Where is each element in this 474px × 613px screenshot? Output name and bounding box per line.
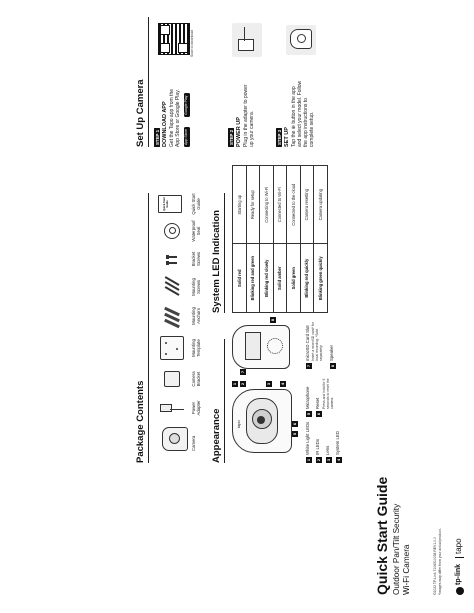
callout-7: 7: [240, 370, 245, 374]
google-play-button[interactable]: Google Play: [184, 95, 188, 115]
step1-line2: App Store or Google Play.: [175, 89, 181, 147]
brand-tapo: tapo: [454, 538, 463, 554]
mounting-screws-icon: [162, 277, 182, 295]
legend-label: Microphone: [305, 386, 310, 409]
step1-badge: STEP 1: [154, 129, 160, 145]
package-item-label: Mounting Screws: [191, 278, 201, 296]
step3-line2: and select your model. Follow: [297, 80, 303, 147]
legend-label: IR LEDs: [315, 439, 320, 455]
step3-line3: the app instructions to: [303, 98, 309, 147]
led-table: [232, 165, 328, 313]
quick-start-guide-icon: Quick Start Guide: [158, 195, 182, 213]
package-item-label: Bracket Screws: [191, 251, 201, 267]
setup-camera-illustration: [286, 25, 316, 55]
power-up-illustration: [232, 23, 262, 57]
camera-icon: [162, 427, 188, 451]
page-title: Quick Start Guide: [374, 476, 390, 595]
step3-line4: complete setup.: [309, 111, 315, 147]
product-subtitle-1: Outdoor Pan/Tilt Security: [392, 503, 401, 595]
camera-back-illustration: [232, 325, 290, 369]
image-disclaimer: *Images may differ from your actual product.: [438, 528, 442, 595]
reset-note: Press and hold for 5 seconds to reset the camera.: [322, 378, 334, 409]
brand-logo: [455, 485, 467, 595]
callout-8: 8: [270, 318, 275, 322]
camera-bracket-icon: [164, 371, 180, 387]
legend-label: microSD Card Slot: [305, 325, 310, 361]
table-row: Solid red Starting up: [233, 166, 247, 313]
table-row: Blinking red and green Ready for setup: [246, 166, 260, 313]
waterproof-seal-icon: [164, 223, 180, 239]
scan-to-download: Scan to download: [190, 30, 194, 57]
app-store-button[interactable]: App Store: [184, 129, 188, 145]
callout-2: 2: [240, 382, 245, 386]
rotated-document: tp-link tapo Quick Start Guide Outdoor Pan/Tilt Security Wi-Fi Camera ©2022 TP-Link 7106510038 REV1.0.0 *Images may differ from your actual product. Package Contents Camera Power Adapter Camera Bracket Mounting Template Mounting Anchors Mounting Screws Bracket Screws Waterproof Seal Quick Start Guide Quick Start Guide Appearance tapo 1 2 3 4 5 6 7 8 1 White Light LEDs 2 IR LEDs 3 Lens 4 System LED 5 Microphone 6 Reset Press and hold for 5 seconds to reset the camera. 7 microSD Card Slot Insert a microSD card* for local recording. *Sold separately 8 Speaker System LED Indication Solid red Starting up Blinking red and green Ready for setup Blinking red slowly Connecting to Wi-Fi Solid amber Connected to Wi-Fi Solid green Connected to the cloud Blinking red quickly Camera resetting Blinking green quickly Camera updating Set Up Camera STEP 1 DOWNLOAD APP Get the Tapo app from the App Store or Google Play. App Store Google Play Scan to download STEP 2 POWER UP Plug in the adapter to power up your camera. STEP 3 SET UP Tap the ⊕ button in the app and select your model. Follow the app instructions to complete setup.: [0, 0, 474, 613]
package-item-label: Mounting Template: [191, 339, 201, 357]
table-row: Solid amber Connected to Wi-Fi: [273, 166, 287, 313]
legend-label: White Light LEDs: [305, 421, 310, 455]
step1-title: DOWNLOAD APP: [162, 101, 168, 147]
table-row: Blinking red quickly Camera resetting: [300, 166, 314, 313]
package-item-label: Waterproof Seal: [191, 220, 201, 242]
package-item-label: Camera: [191, 435, 196, 451]
step2-line1: Plug in the adapter to power: [243, 84, 249, 147]
table-row: Blinking red slowly Connecting to Wi-Fi: [260, 166, 274, 313]
appearance-heading: Appearance: [211, 408, 222, 463]
led-rule: [224, 193, 225, 313]
legend-label: Lens: [325, 445, 330, 455]
package-item-label: Quick Start Guide: [191, 193, 201, 215]
setup-rule: [148, 17, 149, 147]
appearance-rule: [224, 339, 225, 463]
step1-line1: Get the Tapo app from the: [169, 88, 175, 147]
step3-line1: Tap the ⊕ button in the app: [291, 86, 297, 147]
qr-code-icon: [158, 23, 190, 55]
mounting-anchors-icon: [162, 307, 182, 327]
led-heading: System LED Indication: [211, 210, 222, 313]
callout-4: 4: [280, 382, 285, 386]
setup-heading: Set Up Camera: [135, 79, 146, 147]
step2-title: POWER UP: [236, 117, 242, 147]
package-item-label: Camera Bracket: [191, 371, 201, 387]
legend-label: Speaker: [329, 344, 334, 361]
sd-card-note: Insert a microSD card* for local recording. *Sold separately: [311, 321, 323, 361]
step3-title: SET UP: [284, 127, 290, 147]
step2-line2: up your camera.: [249, 110, 255, 147]
bracket-screws-icon: [166, 253, 180, 267]
step2-badge: STEP 2: [228, 129, 234, 145]
step3-badge: STEP 3: [276, 129, 282, 145]
package-item-label: Power Adapter: [191, 400, 201, 416]
table-row: Solid green Connected to the cloud: [287, 166, 301, 313]
callout-6: 6: [292, 422, 297, 426]
package-contents-heading: Package Contents: [135, 380, 146, 463]
brand-divider: [455, 557, 464, 558]
callout-5: 5: [292, 432, 297, 436]
camera-front-illustration: tapo: [232, 389, 292, 453]
legend-label: System LED: [335, 431, 340, 455]
copyright-line: ©2022 TP-Link 7106510038 REV1.0.0: [433, 537, 437, 595]
legend-label: Reset: [315, 397, 320, 409]
callout-1: 1: [232, 382, 237, 386]
package-rule: [148, 193, 149, 463]
table-row: Blinking green quickly Camera updating: [314, 166, 328, 313]
package-item-label: Mounting Anchors: [191, 307, 201, 325]
mounting-template-icon: [160, 336, 184, 360]
brand-tplink: tp-link: [455, 564, 462, 585]
callout-3: 3: [266, 382, 271, 386]
power-adapter-icon: [160, 404, 172, 412]
product-subtitle-2: Wi-Fi Camera: [402, 544, 411, 595]
tplink-logo-icon: [456, 587, 464, 595]
